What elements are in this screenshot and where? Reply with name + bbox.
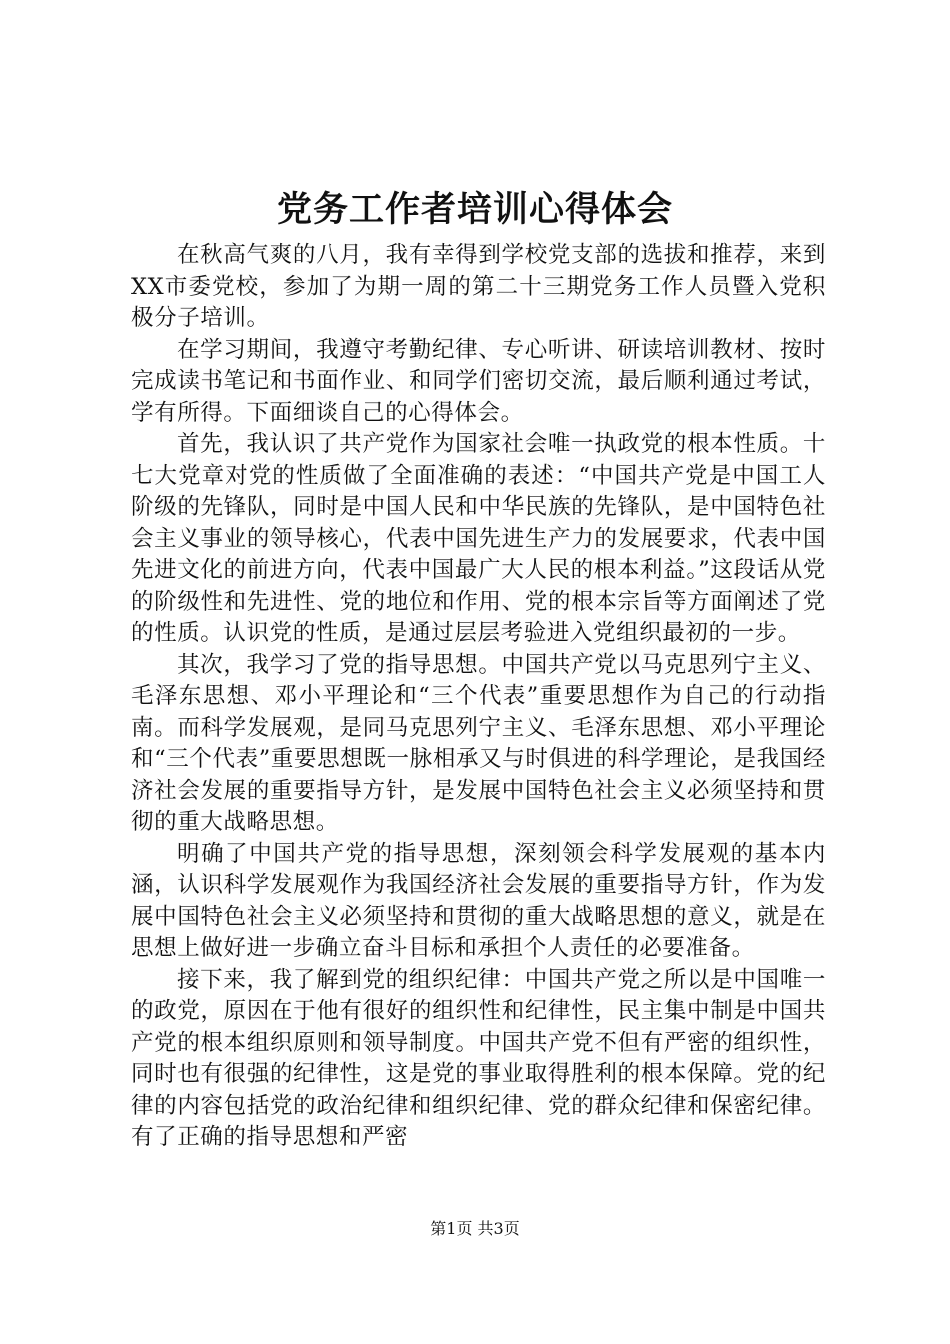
document-title: 党务工作者培训心得体会 <box>276 189 673 230</box>
page-footer: 第1页 共3页 <box>430 1219 520 1238</box>
paragraph: 首先，我认识了共产党作为国家社会唯一执政党的根本性质。十七大党章对党的性质做了全面准确的表述：“中国共产党是中国工人阶级的先锋队，同时是中国人民和中华民族的先锋队，是中国特色社会主义事业的领导核心，代表中国先进生产力的发展要求，代表中国先进文化的前进方向，代表中国最广大人民的根本利益。”这段话从党的阶级性和先进性、党的地位和作用、党的根本宗旨等方面阐述了党的性质。认识党的性质，是通过层层考验进入党组织最初的一步。 <box>131 431 826 646</box>
document-body <box>131 240 826 1154</box>
paragraph: 明确了中国共产党的指导思想，深刻领会科学发展观的基本内涵，认识科学发展观作为我国经济社会发展的重要指导方针，作为发展中国特色社会主义必须坚持和贯彻的重大战略思想的意义，就是在思想上做好进一步确立奋斗目标和承担个人责任的必要准备。 <box>131 840 826 961</box>
paragraph: 在学习期间，我遵守考勤纪律、专心听讲、研读培训教材、按时完成读书笔记和书面作业、和同学们密切交流，最后顺利通过考试，学有所得。下面细谈自己的心得体会。 <box>131 336 826 426</box>
paragraph: 接下来，我了解到党的组织纪律：中国共产党之所以是中国唯一的政党，原因在于他有很好的组织性和纪律性，民主集中制是中国共产党的根本组织原则和领导制度。中国共产党不但有严密的组织性，同时也有很强的纪律性，这是党的事业取得胜利的根本保障。党的纪律的内容包括党的政治纪律和组织纪律、党的群众纪律和保密纪律。有了正确的指导思想和严密 <box>131 966 826 1150</box>
paragraph: 其次，我学习了党的指导思想。中国共产党以马克思列宁主义、毛泽东思想、邓小平理论和“三个代表”重要思想作为自己的行动指南。而科学发展观，是同马克思列宁主义、毛泽东思想、邓小平理论和“三个代表”重要思想既一脉相承又与时俱进的科学理论，是我国经济社会发展的重要指导方针，是发展中国特色社会主义必须坚持和贯彻的重大战略思想。 <box>131 651 826 835</box>
paragraph: 在秋高气爽的八月，我有幸得到学校党支部的选拔和推荐，来到XX市委党校，参加了为期一周的第二十三期党务工作人员暨入党积极分子培训。 <box>131 242 826 331</box>
